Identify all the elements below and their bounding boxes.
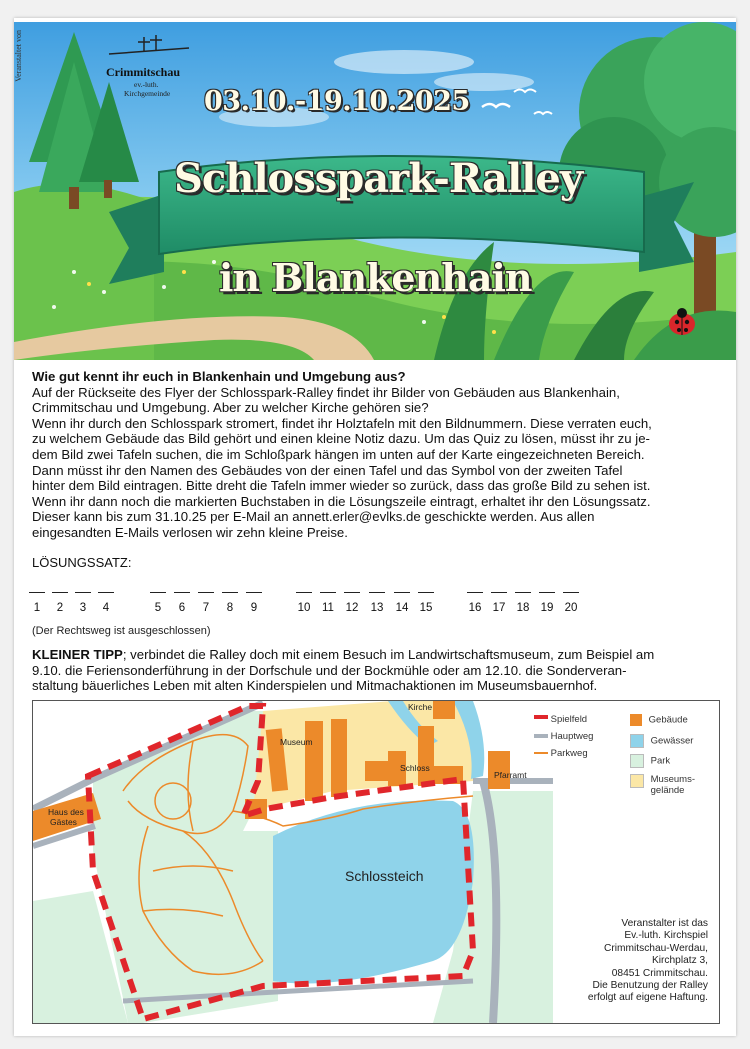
tip-line: ; verbindet die Ralley doch mit einem Besuch im Landwirtschaftsmuseum, zum Beispiel am <box>122 647 655 662</box>
legend-park <box>630 754 670 768</box>
slot-number: 7 <box>202 602 210 614</box>
map-label-museum: Museum <box>280 737 313 747</box>
intro-line: hinter dem Bild eintragen. Bitte dreht die Tafeln immer wieder so zurück, dass das große Bild zu sehen ist. <box>32 478 651 494</box>
legal-note: (Der Rechtsweg ist ausgeschlossen) <box>32 625 211 637</box>
slot-number: 10 <box>297 602 311 614</box>
hero-banner <box>14 22 736 360</box>
imprint-line: Crimmitschau-Werdau, <box>604 942 708 954</box>
slot-number: 4 <box>102 602 110 614</box>
intro-line: Wenn ihr dann noch die markierten Buchstaben in die Lösungszeile eintragt, erhaltet ihr den Lösungssatz. <box>32 493 651 509</box>
solution-label: LÖSUNGSSATZ: <box>32 555 132 570</box>
hauptweg-swatch <box>534 734 548 738</box>
legend-label: Spielfeld <box>550 714 588 725</box>
legend-label: Park <box>650 755 671 767</box>
logo-sub2: Kirchgemeinde <box>124 89 171 98</box>
legend-label-museum <box>651 774 695 796</box>
slot-number: 2 <box>56 602 64 614</box>
spielfeld-swatch <box>534 715 548 723</box>
event-dates: 03.10.-19.10.2025 <box>204 86 470 117</box>
event-subtitle: in Blankenhain <box>219 255 532 300</box>
legend-parkweg <box>534 748 588 759</box>
tip-line: 9.10. die Feriensonderführung in der Dorfschule und der Bockmühle oder am 12.10. die Sonderveran- <box>32 662 627 678</box>
imprint-line: erfolgt auf eigene Haftung. <box>587 992 708 1004</box>
intro-line: Crimmitschau und Umgebung. Aber zu welcher Kirche gehören sie? <box>32 400 429 416</box>
map-label-pfarramt: Pfarramt <box>494 770 527 780</box>
legend-label: Parkweg <box>550 748 588 759</box>
map-label-kirche: Kirche <box>408 702 433 712</box>
intro-line: Auf der Rückseite des Flyer der Schlosspark-Ralley findet ihr Bilder von Gebäuden aus Blankenhain, <box>32 384 620 400</box>
slot-number: 20 <box>564 602 578 614</box>
intro-line: eingesandten E-Mails verlosen wir zehn kleine Preise. <box>32 524 348 540</box>
slot-number: 12 <box>345 602 359 614</box>
organizer-vertical <box>14 30 30 150</box>
tip-text <box>32 647 722 694</box>
slot-number: 19 <box>540 602 554 614</box>
organizer-vertical-text: Veranstaltet von <box>14 30 23 82</box>
legend-gebaeude <box>630 714 688 726</box>
map-label-haus2: Gästes <box>50 817 77 827</box>
imprint-line: Kirchplatz 3, <box>651 955 708 967</box>
map-label-schloss: Schloss <box>400 763 430 773</box>
tip-label: KLEINER TIPP <box>32 647 123 662</box>
legend-gewaesser <box>630 734 693 748</box>
slot-number: 15 <box>419 602 433 614</box>
intro-line: dem Bild zwei Tafeln suchen, die im Schloßpark hängen im unten auf der Karte eingezeichneten Bereich. <box>32 446 645 462</box>
intro-line: zu welchem Gebäude das Bild gehört und einen kleine Notiz dazu. Um das Quiz zu lösen, müsst ihr zu je- <box>32 431 650 447</box>
legend-label: gelände <box>650 785 685 796</box>
slot-number: 11 <box>322 602 334 614</box>
slot-number: 5 <box>154 602 162 614</box>
slot-number: 17 <box>492 602 506 614</box>
legend-hauptweg <box>534 731 593 742</box>
slot-number: 18 <box>516 602 530 614</box>
intro-text <box>32 369 722 541</box>
imprint-line: Veranstalter ist das <box>621 918 708 929</box>
slot-number: 3 <box>79 602 87 614</box>
slot-number: 9 <box>250 602 258 614</box>
museum-swatch <box>630 774 644 788</box>
parkweg-swatch <box>534 752 548 754</box>
imprint-line: 08451 Crimmitschau. <box>611 967 708 979</box>
imprint-line: Ev.-luth. Kirchspiel <box>624 930 708 942</box>
slot-number: 13 <box>370 602 384 614</box>
slot-number: 16 <box>468 602 482 614</box>
gewaesser-swatch <box>630 734 644 748</box>
intro-line: Dieser kann bis zum 31.10.25 per E-Mail an annett.erler@evlks.de geschickte werden. Aus allen <box>32 509 595 525</box>
slot-number: 6 <box>178 602 186 614</box>
slot-number: 14 <box>395 602 409 614</box>
legend-museum <box>630 774 695 796</box>
legend-label: Gebäude <box>648 714 688 726</box>
cross-logo-icon <box>104 32 194 62</box>
legend-label: Museums- <box>650 774 695 785</box>
gebaeude-swatch <box>630 714 642 726</box>
intro-line: Dann müsst ihr den Namen des Gebäudes von der einen Tafel und das Symbol von der zweiten Tafel <box>32 462 623 478</box>
imprint <box>540 918 708 1005</box>
slot-number: 1 <box>33 602 41 614</box>
park-swatch <box>630 754 644 768</box>
imprint-line: Die Benutzung der Ralley <box>592 980 708 992</box>
legend-label: Hauptweg <box>550 731 594 742</box>
logo-sub1: ev.-luth. <box>134 80 159 89</box>
intro-question: Wie gut kennt ihr euch in Blankenhain und Umgebung aus? <box>32 369 406 384</box>
tip-line: staltung bäuerliches Leben mit alten Kinderspielen und Mitmachaktionen im Museumsbauernhof. <box>32 678 598 694</box>
slot-number: 8 <box>226 602 234 614</box>
intro-line: Wenn ihr durch den Schlosspark stromert, findet ihr Holztafeln mit den Bildnummern. Diese verraten euch, <box>32 415 652 431</box>
event-title: Schlosspark-Ralley <box>174 155 583 202</box>
map-label-haus1: Haus des <box>48 807 84 817</box>
logo-name: Crimmitschau <box>106 65 180 79</box>
map-label-teich: Schlossteich <box>345 868 424 884</box>
legend-spielfeld <box>534 714 587 725</box>
legend-label: Gewässer <box>650 735 694 747</box>
